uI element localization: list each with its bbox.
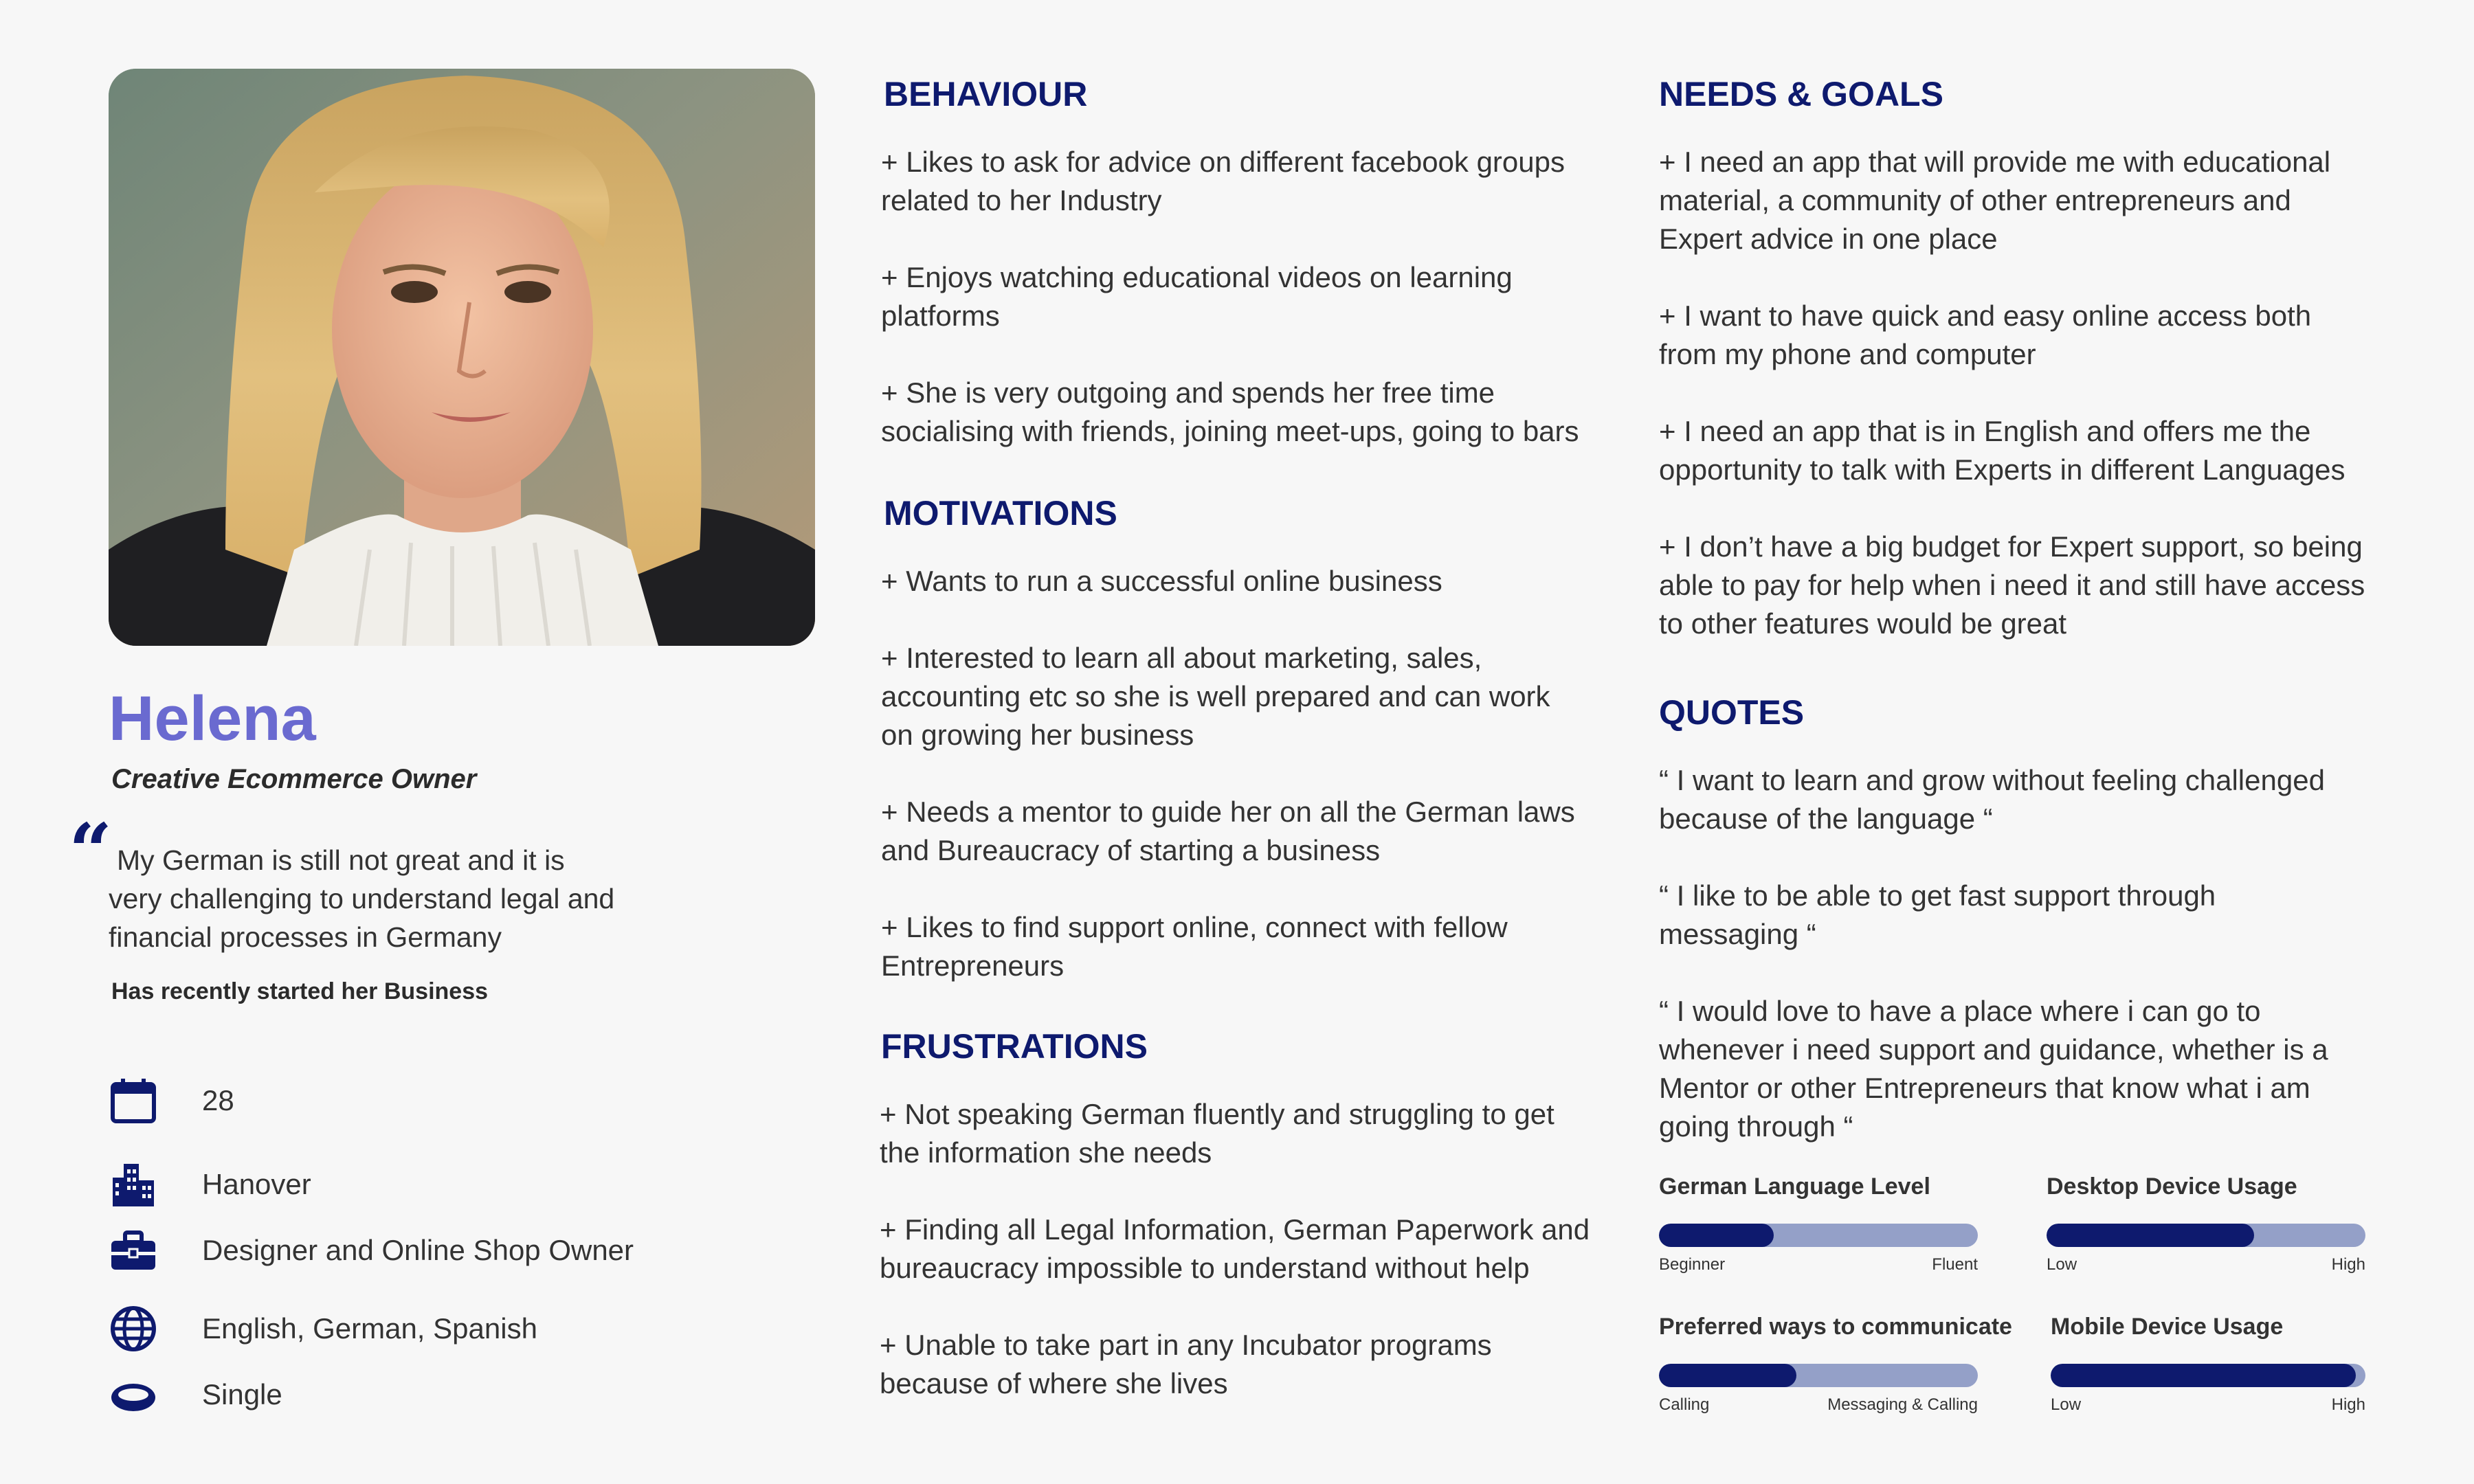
frustrations-heading: FRUSTRATIONS — [881, 1027, 1148, 1066]
behaviour-item: + Likes to ask for advice on different facebook groups related to her Industry — [881, 146, 1565, 216]
persona-quote: My German is still not great and it is very challenging to understand legal and financial processes in Germany — [109, 844, 615, 953]
portrait-image — [109, 69, 815, 646]
bar-min-label: Calling — [1659, 1395, 1710, 1414]
fact-job — [109, 1223, 634, 1278]
fact-languages — [109, 1301, 537, 1356]
needs-goals-heading: NEEDS & GOALS — [1659, 75, 1943, 113]
bar-fill — [2051, 1364, 2356, 1387]
motivations-item: + Wants to run a successful online business — [881, 565, 1442, 597]
motivations-item: + Needs a mentor to guide her on all the German laws and Bureaucracy of starting a business — [881, 796, 1575, 866]
bar-track — [2047, 1224, 2365, 1247]
fact-city — [109, 1157, 311, 1212]
profile-photo — [109, 69, 815, 646]
quote-mark-icon: “ — [69, 807, 113, 895]
behaviour-item: + She is very outgoing and spends her free time socialising with friends, joining meet-ups, going to bars — [881, 376, 1579, 447]
persona-role: Creative Ecommerce Owner — [111, 764, 477, 794]
fact-relationship — [109, 1367, 282, 1422]
bar-max-label: Fluent — [1932, 1255, 1978, 1274]
behaviour-item: + Enjoys watching educational videos on learning platforms — [881, 261, 1513, 332]
quote-item: “ I like to be able to get fast support through messaging “ — [1659, 879, 2216, 950]
bar-title: Mobile Device Usage — [2051, 1314, 2284, 1340]
bar-track — [2051, 1364, 2365, 1387]
motivations-item: + Likes to find support online, connect with fellow Entrepreneurs — [881, 911, 1508, 982]
bar-min-label: Low — [2051, 1395, 2082, 1414]
frustrations-item: + Unable to take part in any Incubator programs because of where she lives — [880, 1329, 1492, 1399]
quote-item: “ I would love to have a place where i can go to whenever i need support and guidance, whether is a Mentor or other Entrepreneurs that know what i am going through “ — [1659, 995, 2328, 1143]
behaviour-heading: BEHAVIOUR — [884, 75, 1088, 113]
desktop-device-usage-bar — [2047, 1173, 2370, 1274]
needs-item: + I need an app that will provide me with educational material, a community of other entrepreneurs and Expert advice in one place — [1659, 146, 2331, 255]
fact-job-value: Designer and Online Shop Owner — [202, 1234, 634, 1266]
bar-max-label: Messaging & Calling — [1827, 1395, 1978, 1414]
bar-min-label: Low — [2047, 1255, 2077, 1274]
fact-languages-value: English, German, Spanish — [202, 1312, 537, 1345]
fact-age — [109, 1073, 234, 1128]
fact-age-value: 28 — [202, 1084, 234, 1116]
frustrations-item: + Not speaking German fluently and struggling to get the information she needs — [880, 1098, 1554, 1169]
motivations-heading: MOTIVATIONS — [884, 494, 1117, 532]
bar-max-label: High — [2331, 1395, 2365, 1414]
preferred-communication-bar — [1659, 1314, 2012, 1415]
bar-track — [1659, 1224, 1978, 1247]
bar-title: German Language Level — [1659, 1173, 1930, 1200]
bar-fill — [1659, 1364, 1796, 1387]
bar-fill — [1659, 1224, 1774, 1247]
needs-item: + I don’t have a big budget for Expert support, so being able to pay for help when i need it and still have access to other features would be great — [1659, 530, 2365, 640]
bar-title: Desktop Device Usage — [2047, 1173, 2297, 1200]
ring-icon — [109, 1370, 158, 1419]
needs-item: + I need an app that is in English and offers me the opportunity to talk with Experts in different Languages — [1659, 415, 2345, 486]
quote-item: “ I want to learn and grow without feeling challenged because of the language “ — [1659, 764, 2325, 835]
globe-icon — [109, 1304, 158, 1353]
frustrations-item: + Finding all Legal Information, German Paperwork and bureaucracy impossible to understand without help — [880, 1213, 1590, 1284]
german-language-level-bar — [1659, 1173, 1982, 1274]
bar-fill — [2047, 1224, 2254, 1247]
bar-min-label: Beginner — [1659, 1255, 1726, 1274]
persona-status: Has recently started her Business — [111, 978, 489, 1004]
calendar-icon — [109, 1076, 158, 1125]
bar-title: Preferred ways to communicate — [1659, 1314, 2012, 1340]
bar-max-label: High — [2331, 1255, 2365, 1274]
needs-item: + I want to have quick and easy online access both from my phone and computer — [1659, 300, 2312, 370]
fact-relationship-value: Single — [202, 1378, 282, 1410]
mobile-device-usage-bar — [2051, 1314, 2374, 1415]
city-buildings-icon — [109, 1160, 158, 1209]
bar-track — [1659, 1364, 1978, 1387]
persona-name: Helena — [109, 684, 316, 754]
motivations-item: + Interested to learn all about marketing, sales, accounting etc so she is well prepared and can work on growing her business — [881, 642, 1550, 751]
briefcase-icon — [109, 1226, 158, 1275]
fact-city-value: Hanover — [202, 1168, 311, 1200]
quotes-heading: QUOTES — [1659, 693, 1805, 732]
